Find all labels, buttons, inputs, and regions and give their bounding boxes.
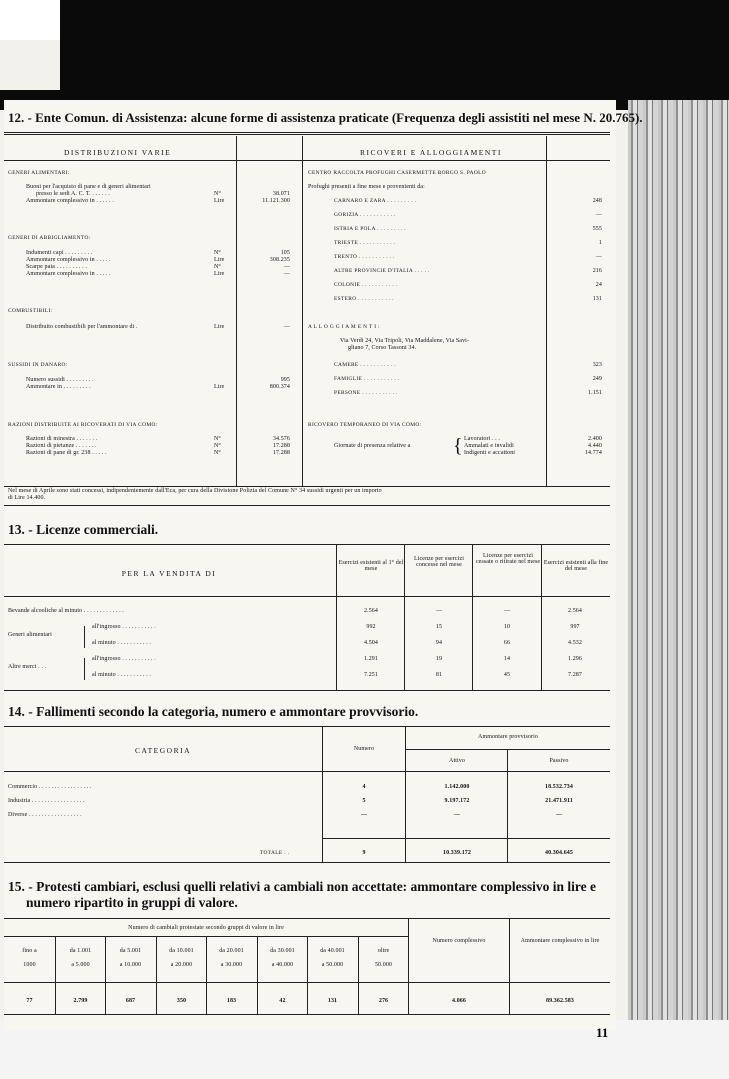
s14-row-passivo: 18.532.734 [545,784,573,790]
r2-sub2: gliano 7, Corso Tassoni 34. [348,345,417,351]
s15-col-header-b: a 30.000 [220,962,243,968]
value: 17.288 [272,443,290,449]
g1-line2: presso le sedi A. C. T. . . . . . . [36,191,110,197]
s13-cell: 94 [435,640,443,646]
value: 308.235 [269,257,290,263]
r1-row-value: 24 [595,282,602,288]
s13-cell: 2.564 [568,608,582,614]
section-12-title: 12. - Ente Comun. di Assistenza: alcune forme di assistenza praticate (Frequenza degli assistiti nel mese N. 20.765). [8,110,643,125]
s14-header-attivo: Attivo [449,758,465,764]
s14-row-label: Diverse . . . . . . . . . . . . . . . . . [8,812,82,818]
g2-line1: Indumenti capi . . . . . . . . . [26,250,93,256]
r2-row-value: 323 [592,362,602,368]
page-number: 11 [596,1025,609,1040]
value: — [283,324,290,330]
s13-cell: 4.504 [364,640,378,646]
s13-cell: 10 [503,624,511,630]
r1-row-value: 1 [598,240,602,246]
s13-cell: 997 [570,624,580,630]
s15-col-value: 42 [279,998,286,1004]
r1-row-label: COLONIE . . . . . . . . . . . [334,282,398,288]
r2-row-value: 1.151 [588,390,602,396]
s15-col-header-b: a 10.000 [119,962,142,968]
section-14-title: 14. - Fallimenti secondo la categoria, numero e ammontare provvisorio. [8,704,419,719]
value: 2.400 [588,436,602,442]
s13-header-c1: Esercizi esistenti al 1° del mese [338,560,404,572]
s14-row-attivo: — [453,812,461,818]
s13-cell: 14 [503,656,511,662]
s14-row-num: 4 [362,784,366,790]
r1-row-label: ESTERO . . . . . . . . . . . [334,296,394,302]
s13-row-sub: all'ingrosso . . . . . . . . . . . [92,624,156,630]
s15-col-value: 131 [327,998,338,1004]
r3-indigenti: Indigenti e accattoni [464,450,516,456]
s13-row-sub: al minuto . . . . . . . . . . . [92,640,151,646]
note-line1: Nel mese di Aprile sono stati concessi, indipendentemente dall'Eca, per cura della Divisione Polizia del Comune N° 34 sussidi urgenti per un importo [8,488,382,494]
r1-row-label: GORIZIA . . . . . . . . . . . [334,212,396,218]
g5-title: RAZIONI DISTRIBUITE AI RICOVERATI DI VIA COMO: [8,422,158,428]
s15-col-header-a: da 20.001 [219,948,244,954]
s15-header-group: Numero di cambiali protestate secondo gruppi di valore in lire [128,925,284,931]
unit: N° [214,191,221,197]
s13-cell: 992 [366,624,376,630]
s15-col-header-b: a 50.000 [321,962,344,968]
distribuzioni-header: DISTRIBUZIONI VARIE [64,148,172,157]
s13-row-sub: al minuto . . . . . . . . . . . [92,672,151,678]
unit: N° [214,264,221,270]
g5-line3: Razioni di pane di gr. 238 . . . . . [26,450,107,456]
s13-cell: 81 [435,672,443,678]
r3-ammalati: Ammalati e invalidi [464,443,514,449]
s13-row-group: Altre merci . . . [8,664,47,670]
r1-row-label: TRIESTE . . . . . . . . . . . [334,240,396,246]
g5-line2: Razioni di pietanze . . . . . . . [26,443,97,449]
value: 34.576 [272,436,290,442]
s14-header-cat: CATEGORIA [135,746,191,755]
s13-cell: — [503,608,511,614]
s15-col-header-a: da 40.001 [320,948,345,954]
g3-title: COMBUSTIBILI: [8,308,53,314]
unit: Lire [214,384,225,390]
s15-col-header-b: a 20.000 [170,962,193,968]
section-15-title-1: 15. - Protesti cambiari, esclusi quelli relativi a cambiali non accettate: ammontare complessivo in lire e [8,879,597,894]
s13-row-group: Bevande alcooliche al minuto . . . . . . . . . . . . . [8,608,124,614]
r1-row-value: — [595,212,602,218]
g2-title: GENERI DI ABBIGLIAMENTO: [8,235,91,241]
section-13-title: 13. - Licenze commerciali. [8,522,159,537]
value: 4.440 [588,443,602,449]
s13-header-first: PER LA VENDITA DI [121,569,217,578]
unit: Lire [214,198,225,204]
s15-col-header-a: da 1.001 [69,948,92,954]
r1-row-value: 248 [592,198,602,204]
g3-line1: Distribuito combustibili per l'ammontare di . [26,324,138,330]
s14-row-label: Commercio . . . . . . . . . . . . . . . . . [8,784,92,790]
s13-cell: 7.251 [364,672,378,678]
s13-cell: 1.296 [568,656,582,662]
s13-cell: 4.532 [568,640,582,646]
s14-row-attivo: 9.197.172 [444,798,470,804]
s13-cell: 2.564 [364,608,378,614]
g4-line2: Ammontare in . . . . . . . . . [26,384,91,390]
s14-row-passivo: — [555,812,563,818]
s15-col-header-b: 1000 [23,962,36,968]
r1-title: CENTRO RACCOLTA PROFUGHI CASERMETTE BORGO S. PAOLO [308,170,486,176]
r2-row-value: 249 [592,376,602,382]
unit: Lire [214,257,225,263]
r1-row-label: TRENTO . . . . . . . . . . . [334,254,395,260]
s15-header-amm: Ammontare complessivo in lire [520,938,600,944]
s13-row-group: Generi alimentari [8,632,52,638]
s14-header-num: Numero [353,746,375,752]
unit: N° [214,250,221,256]
s13-cell: 7.287 [568,672,582,678]
s13-header-c4: Esercizi esistenti alla fine del mese [543,560,609,572]
value: 800.374 [269,384,290,390]
s15-col-header-b: a 40.000 [271,962,294,968]
r2-title: A L L O G G I A M E N T I : [308,324,380,330]
value: — [283,271,290,277]
s15-col-header-a: da 10.001 [169,948,194,954]
r1-row-value: — [595,254,602,260]
s14-header-passivo: Passivo [549,758,569,764]
s13-row-sub: all'ingrosso . . . . . . . . . . . [92,656,156,662]
document-page: 12. - Ente Comun. di Assistenza: alcune forme di assistenza praticate (Frequenza degli assistiti nel mese N. 20.765). DISTRIBUZIONI VARIE RICOVERI E ALLOGGIAMENTI GENERI ALIMENTARI: Buoni per l'acquisto di pane e di generi alimentari presso le sedi A. C. T. . . . . . . N° 38.071 Ammontare complessivo in . . . . . . Lire 11.121.300 GENERI DI ABBIGLIAMENTO: Indumenti capi . . . . . . . . . N° 105 Ammontare complessivo in . . . . . Lire 308.235 Scarpe paia . . . . . . . . . . N° — Ammontare complessivo in . . . . . Lire — COMBUSTIBILI: Distribuito combustibili per l'ammontare di . Lire — SUSSIDI IN DANARO: Numero sussidi . . . . . . . . . 995 Ammontare in . . . . . . . . . Lire 800.374 RAZIONI DISTRIBUITE AI RICOVERATI DI VIA COMO: Razioni di minestra . . . . . . . N° 34.576 Razioni di pietanze . . . . . . . N° 17.288 Razioni di pane di gr. 238 . . . . . N° 17.288 CENTRO RACCOLTA PROFUGHI CASERMETTE BORGO S. PAOLO Profughi presenti a fine mese e provenienti da: CARNARO E ZARA . . . . . . . . . 248 GORIZIA . . . . . . . . . . . — ISTRIA E POLA . . . . . . . . . 555 TRIESTE . . . . . . . . . . . 1 TRENTO . . . . . . . . . . . — ALTRE PROVINCIE D'ITALIA . . . . . 216 COLONIE . . . . . . . . . . . 24 ESTERO . . . . . . . . . . . 131 A L L O G G I A M E N T I : Via Verdi 24, Via Tripoli, Via Maddalene, Via Savi- gliano 7, Corso Tassoni 34. CAMERE . . . . . . . . . . . 323 FAMIGLIE . . . . . . . . . . . 249 PERSONE . . . . . . . . . . . 1.151 RICOVERO TEMPORANEO DI VIA COMO: Giornate di presenza relative a { Lavoratori . . . Ammalati e invalidi Indigenti e accattoni 2.400 4.440 14.774 Nel mese di Aprile sono stati concessi, indipendentemente dall'Eca, per cura della Divisione Polizia del Comune N° 34 sussidi urgenti per un importo di Lire 14.400. 13. - Licenze commerciali. PER LA VENDITA DI Esercizi esistenti al 1° del mese Licenze per esercizi concesse nel mese Licenze per esercizi cessate o ritirate nel mese Esercizi esistenti alla fine del mese Bevande alcooliche al minuto . . . . . . . . . . . . . 2.564 — — 2.564 Generi alimentari all'ingrosso . . . . . . . . . . . 992 15 10 997 al minuto . . . . . . . . . . . 4.504 94 66 4.532 Altre merci . . . all'ingrosso . . . . . . . . . . . 1.291 19 14 1.296 al minuto . . . . . . . . . . . 7.251 81 45 7.287 14. - Fallimenti secondo la categoria, numero e ammontare provvisorio. CATEGORIA Numero Ammontare provvisorio Attivo Passivo Commercio . . . . . . . . . . . . . . . . . 4 1.142.000 18.532.734 Industria . . . . . . . . . . . . . . . . . 5 9.197.172 21.471.911 Diverse . . . . . . . . . . . . . . . . . — — — TOTALE . . 9 10.339.172 40.304.645 15. - Protesti cambiari, esclusi quelli relativi a cambiali non accettate: ammontare complessivo in lire e numero ripartito in gruppi di valore. Numero di cambiali protestate secondo gruppi di valore in lire fino a 1000 77 da 1.001 a 5.000 2.799 da 5.001 a 10.000 687 da 10.001 a 20.000 350 da 20.001 a 30.000 183 da 30.001 a 40.000 42 da 40.001 a 50.000 131 oltre 50.000 276 Numero complessivo Ammontare complessivo in lire 4.066 89.362.583 [4,100,616,1030]
r3-label: Giornate di presenza relative a [334,443,411,449]
r1-row-label: ISTRIA E POLA . . . . . . . . . [334,226,406,232]
s14-row-num: 5 [362,798,366,804]
r1-row-value: 555 [592,226,602,232]
section-15-title-2: numero ripartito in gruppi di valore. [26,895,238,910]
scan-dark-band [60,0,729,110]
s14-row-passivo: 21.471.911 [545,798,573,804]
s15-col-value: 276 [378,998,389,1004]
s15-col-header-a: da 30.001 [270,948,295,954]
s13-header-c2: Licenze per esercizi concesse nel mese [414,556,464,568]
g4-title: SUSSIDI IN DANARO: [8,362,68,368]
s14-total-num: 9 [362,850,366,856]
g2-line3: Scarpe paia . . . . . . . . . . [26,264,87,270]
unit: N° [214,436,221,442]
s14-total-passivo: 40.304.645 [545,850,573,856]
s14-header-amm: Ammontare provvisorio [478,734,538,740]
unit: Lire [214,324,225,330]
s14-total-attivo: 10.339.172 [443,850,471,856]
s15-total-amm: 89.362.583 [546,998,574,1004]
r1-row-value: 131 [592,296,602,302]
r2-row-label: CAMERE . . . . . . . . . . . [334,362,396,368]
unit: N° [214,443,221,449]
s15-col-header-b: a 5.000 [71,962,90,968]
s15-col-value: 183 [226,998,237,1004]
s13-cell: 66 [503,640,511,646]
s14-row-num: — [360,812,368,818]
value: 17.288 [272,450,290,456]
s15-col-value: 2.799 [73,998,88,1004]
s13-cell: 1.291 [364,656,378,662]
s14-total-label: TOTALE . . [260,850,290,856]
g4-line1: Numero sussidi . . . . . . . . . [26,377,94,383]
r1-row-value: 216 [592,268,602,274]
s15-col-header-a: fino a [22,948,37,954]
g2-line4: Ammontare complessivo in . . . . . [26,271,111,277]
s14-row-attivo: 1.142.000 [444,784,470,790]
r3-title: RICOVERO TEMPORANEO DI VIA COMO: [308,422,422,428]
r2-row-label: FAMIGLIE . . . . . . . . . . . [334,376,400,382]
value: 38.071 [272,191,290,197]
g2-line2: Ammontare complessivo in . . . . . [26,257,111,263]
g1-title: GENERI ALIMENTARI: [8,170,70,176]
g5-line1: Razioni di minestra . . . . . . . [26,436,98,442]
note-line2: di Lire 14.400. [8,495,46,501]
s15-col-header-b: 50.000 [374,962,393,968]
value: 11.121.300 [262,198,290,204]
s13-cell: 19 [435,656,443,662]
r1-row-label: CARNARO E ZARA . . . . . . . . . [334,198,417,204]
s13-cell: — [435,608,443,614]
s13-header-c3: Licenze per esercizi cessate o ritirate nel mese [475,553,541,565]
unit: N° [214,450,221,456]
r2-row-label: PERSONE . . . . . . . . . . . [334,390,398,396]
g1-line3: Ammontare complessivo in . . . . . . [26,198,114,204]
value: 14.774 [584,450,602,456]
s15-header-num: Numero complessivo [432,938,486,944]
unit: Lire [214,271,225,277]
s15-col-header-a: oltre [377,948,390,954]
r3-lavoratori: Lavoratori . . . [464,436,500,442]
r1-row-label: ALTRE PROVINCIE D'ITALIA . . . . . [334,268,430,274]
value: 105 [280,250,290,256]
s15-col-value: 687 [125,998,136,1004]
s15-col-value: 77 [26,998,33,1004]
r1-subtitle: Profughi presenti a fine mese e provenienti da: [308,184,425,190]
value: — [283,264,290,270]
r2-sub1: Via Verdi 24, Via Tripoli, Via Maddalene, Via Savi- [340,338,470,344]
s15-col-header-a: da 5.001 [119,948,142,954]
s14-row-label: Industria . . . . . . . . . . . . . . . . . [8,798,85,804]
s13-cell: 15 [435,624,443,630]
s13-cell: 45 [503,672,511,678]
s15-total-num: 4.066 [452,998,466,1004]
g1-line1: Buoni per l'acquisto di pane e di generi alimentari [26,184,151,190]
ricoveri-header: RICOVERI E ALLOGGIAMENTI [360,148,502,157]
s15-col-value: 350 [176,998,187,1004]
value: 995 [280,377,290,383]
page-stack-edge [628,100,729,1020]
